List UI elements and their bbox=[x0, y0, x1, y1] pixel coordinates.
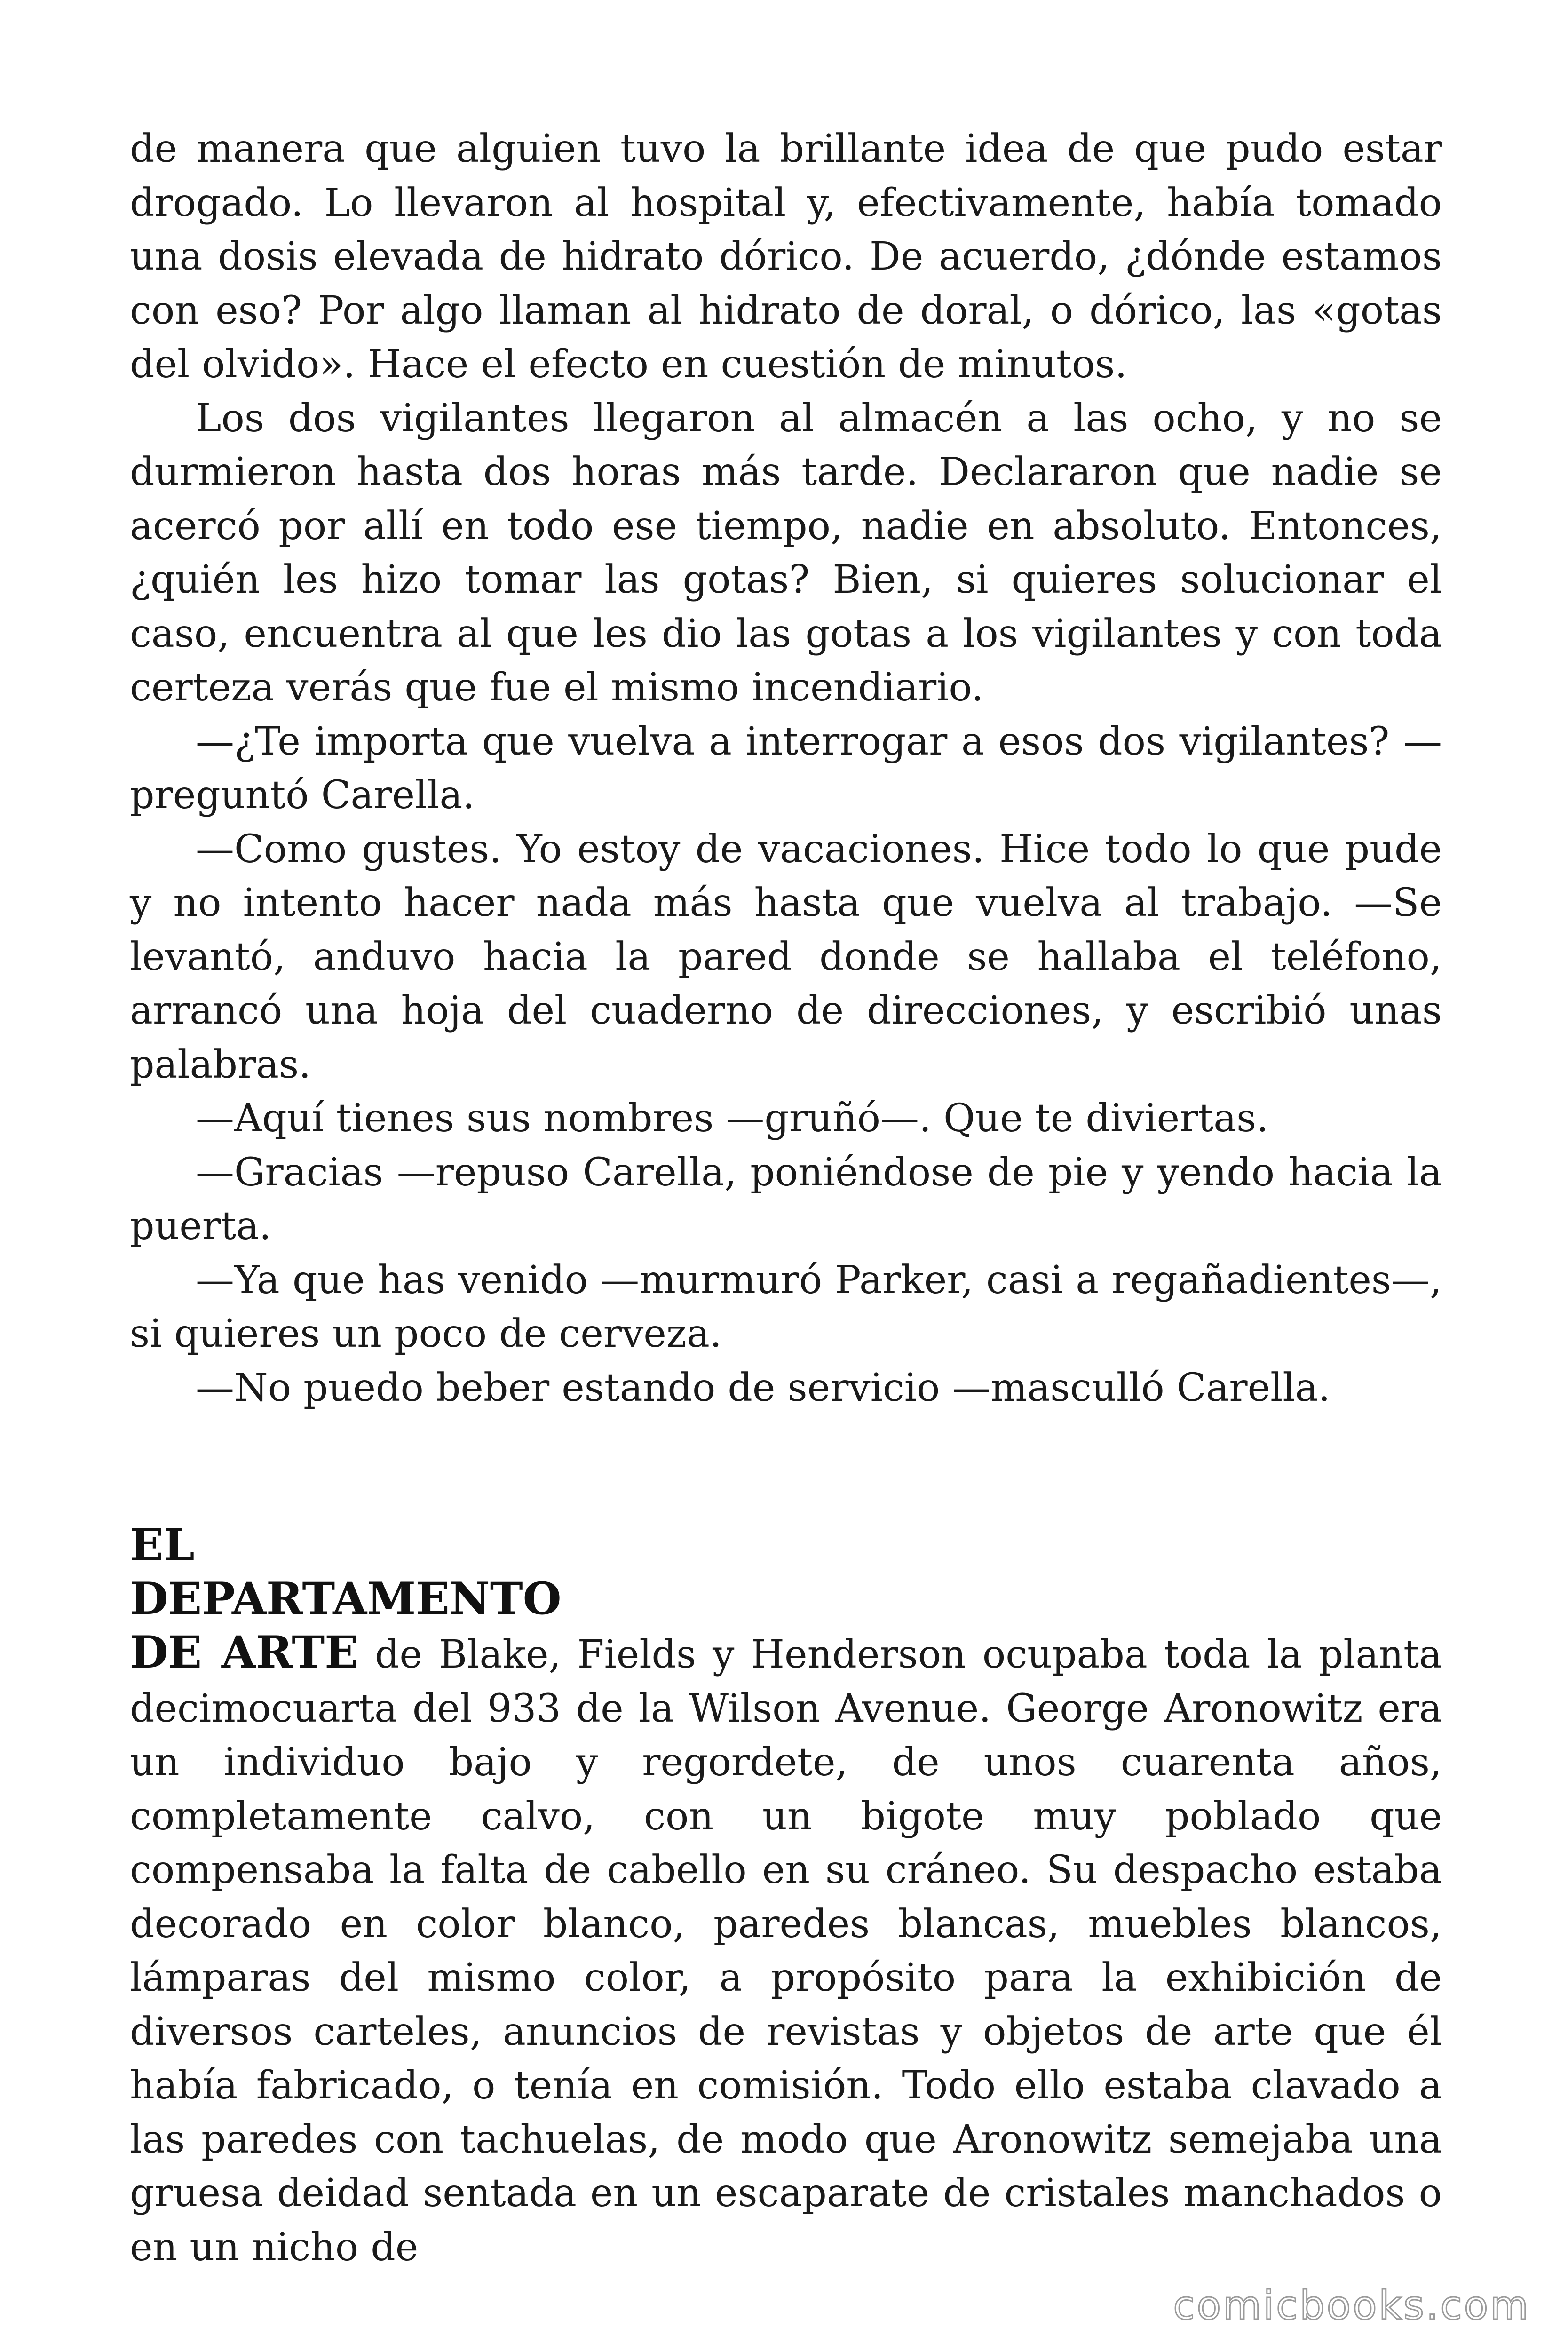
page-content bbox=[130, 122, 1442, 2274]
paragraph-5: —Aquí tienes sus nombres —gruñó—. Que te diviertas. bbox=[196, 1096, 1269, 1141]
section-heading bbox=[130, 1518, 1442, 1626]
paragraph-8: —No puedo beber estando de servicio —masculló Carella. bbox=[196, 1365, 1330, 1410]
paragraph-2: Los dos vigilantes llegaron al almacén a las ocho, y no se durmieron hasta dos horas más tarde. Declararon que nadie se acercó por allí en todo ese tiempo, nadie en absoluto. Entonces, ¿quién les hizo tomar las gotas? Bien, si quieres solucionar el caso, encuentra al que les dio las gotas a los vigilantes y con toda certeza verás que fue el mismo incendiario. bbox=[130, 396, 1442, 710]
paragraph-4: —Como gustes. Yo estoy de vacaciones. Hice todo lo que pude y no intento hacer nada más hasta que vuelva al trabajo. —Se levantó, anduvo hacia la pared donde se hallaba el teléfono, arrancó una hoja del cuaderno de direcciones, y escribió unas palabras. bbox=[130, 826, 1442, 1087]
section-heading-line-1: EL bbox=[130, 1519, 195, 1571]
section-break bbox=[130, 1415, 1442, 1518]
paragraph-7: —Ya que has venido —murmuró Parker, casi a regañadientes—, si quieres un poco de cerveza. bbox=[130, 1257, 1442, 1356]
section-lead-in: DE ARTE bbox=[130, 1627, 358, 1678]
paragraph-1: de manera que alguien tuvo la brillante idea de que pudo estar drogado. Lo llevaron al hospital y, efectivamente, había tomado una dosis elevada de hidrato dórico. De acuerdo, ¿dónde estamos con eso? Por algo llaman al hidrato de doral, o dórico, las «gotas del olvido». Hace el efecto en cuestión de minutos. bbox=[130, 127, 1442, 387]
section-body-text: de Blake, Fields y Henderson ocupaba toda la planta decimocuarta del 933 de la Wilson Avenue. George Aronowitz era un individuo bajo y regordete, de unos cuarenta años, completamente calvo, con un bigote muy poblado que compensaba la falta de cabello en su cráneo. Su despacho estaba decorado en color blanco, paredes blancas, muebles blancos, lámparas del mismo color, a propósito para la exhibición de diversos carteles, anuncios de revistas y objetos de arte que él había fabricado, o tenía en comisión. Todo ello estaba clavado a las paredes con tachuelas, de modo que Aronowitz semejaba una gruesa deidad sentada en un escaparate de cristales manchados o en un nicho de bbox=[130, 1632, 1442, 2270]
section-body bbox=[130, 1626, 1442, 2274]
section-heading-line-2: DEPARTAMENTO bbox=[130, 1573, 562, 1625]
paragraph-3: —¿Te importa que vuelva a interrogar a esos dos vigilantes? —preguntó Carella. bbox=[130, 719, 1442, 818]
paragraph-6: —Gracias —repuso Carella, poniéndose de pie y yendo hacia la puerta. bbox=[130, 1150, 1442, 1248]
watermark-logo: comicbooks.com bbox=[1173, 2282, 1530, 2328]
